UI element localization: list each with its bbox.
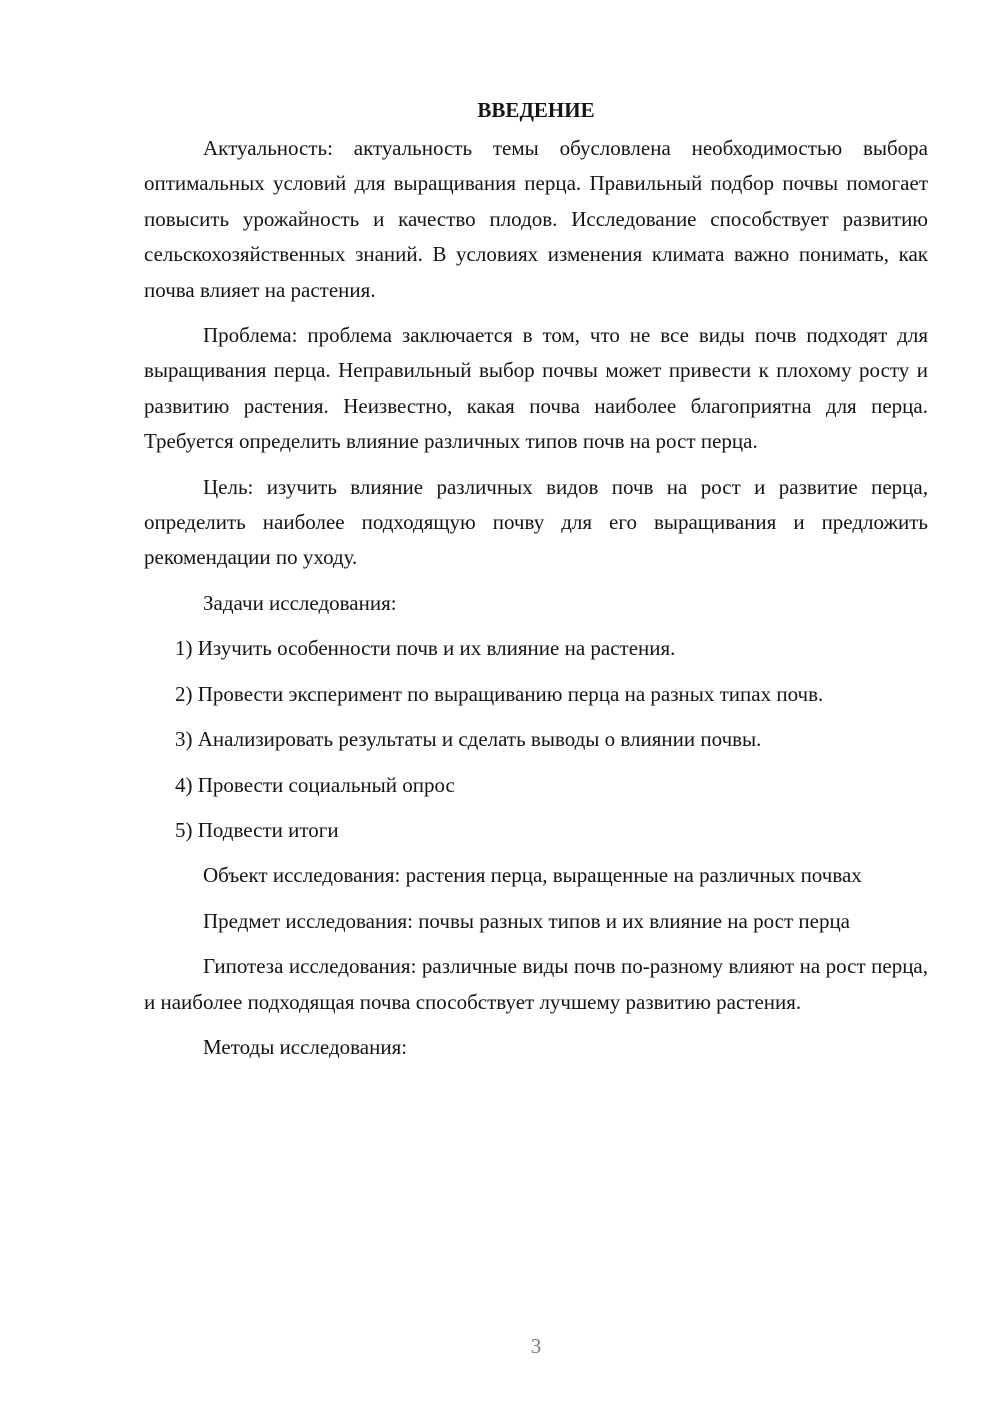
section-heading: ВВЕДЕНИЕ (477, 98, 595, 122)
task-item: 4) Провести социальный опрос (175, 772, 455, 797)
task-item: 1) Изучить особенности почв и их влияние на растения. (175, 636, 676, 661)
task-item: 5) Подвести итоги (175, 817, 339, 842)
task-item: 3) Анализировать результаты и сделать выводы о влиянии почвы. (175, 727, 762, 752)
problem-paragraph: Проблема: проблема заключается в том, что не все виды почв подходят для выращивания перца. Неправильный выбор почвы может привести к плохому росту и развитию растения. Неизвестно, какая почва наиболее благоприятна для перца. Требуется определить влияние различных типов почв на рост перца. (144, 323, 928, 454)
subject-paragraph: Предмет исследования: почвы разных типов и их влияние на рост перца (203, 908, 851, 933)
tasks-heading: Задачи исследования: (203, 590, 397, 615)
goal-paragraph: Цель: изучить влияние различных видов почв на рост и развитие перца, определить наиболее подходящую почву для его выращивания и предложить рекомендации по уходу. (144, 474, 928, 570)
relevance-paragraph: Актуальность: актуальность темы обусловлена необходимостью выбора оптимальных условий для выращивания перца. Правильный подбор почвы помогает повысить урожайность и качество плодов. Исследование способствует развитию сельскохозяйственных знаний. В условиях изменения климата важно понимать, как почва влияет на растения. (144, 136, 928, 302)
task-item: 2) Провести эксперимент по выращиванию перца на разных типах почв. (175, 681, 824, 706)
methods-heading: Методы исследования: (203, 1034, 408, 1059)
object-paragraph: Объект исследования: растения перца, выращенные на различных почвах (203, 863, 862, 888)
hypothesis-paragraph: Гипотеза исследования: различные виды почв по-разному влияют на рост перца, и наиболее подходящая почва способствует лучшему развитию растения. (144, 954, 928, 1014)
page-number: 3 (530, 1334, 542, 1358)
document-page (144, 92, 928, 1075)
